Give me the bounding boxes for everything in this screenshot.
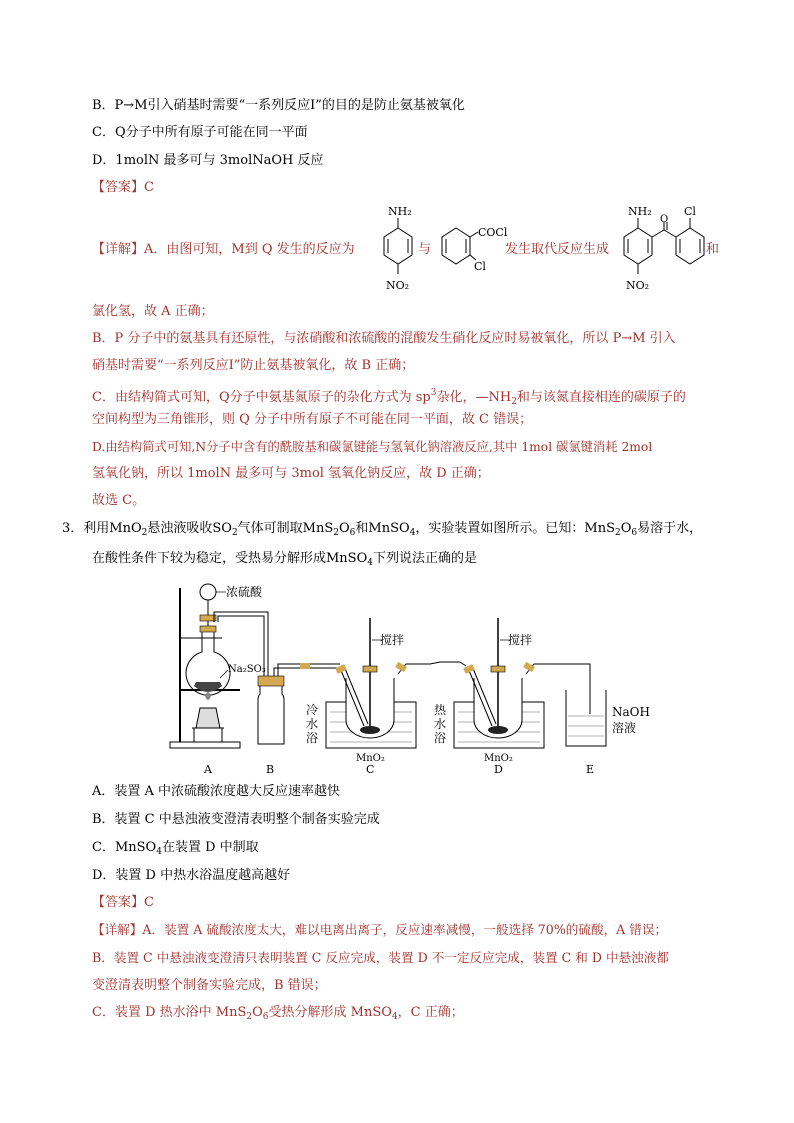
q3-s1b: 悬浊液吸收SO [147,521,232,536]
option-d: D．1molN 最多可与 3molNaOH 反应 [92,153,324,168]
q3-s1b-sub: 2 [231,528,238,538]
q3-option-c [92,839,259,861]
cold-2: 水 [306,717,319,731]
option-b: B．P→M引入硝基时需要“一系列反应Ⅰ”的目的是防止氨基被氧化 [92,98,465,113]
q3-s1c-sub2: 6 [349,528,356,538]
q3-oc-pre: C．MnSO [92,840,157,855]
detail-a-mid: 发生取代反应生成 [505,242,610,257]
cocl-label: COCl [478,226,508,239]
answer-line [92,179,154,197]
q3-s1d: 和MnSO [355,521,410,536]
q3-detail-a-text: A．装置 A 硫酸浓度太大，难以电离出离子，反应速率减慢，一般选择 70%的硫酸，A 错误； [142,922,668,937]
product-cl: Cl [684,205,696,218]
q3-s1f: 易溶于水， [637,521,703,536]
detail-a-text: A．由图可知，M到 Q 发生的反应为 [144,242,355,257]
q3-dc-pre: C．装置 D 热水浴中 MnS [92,1005,247,1020]
label-c: C [366,763,375,776]
answer-label: 【答案】 [92,180,145,195]
c1-mid: 杂化，—NH [436,390,512,405]
q3-dc-end: ，C 正确； [397,1005,464,1020]
detail-c-line2: 空间构型为三角锥形，则 Q 分子中所有原子不可能在同一平面，故 C 错误； [92,412,533,427]
q3-s2b: 下列说法正确的是 [372,551,477,566]
detail-c-line1 [92,384,686,411]
label-naoh: NaOH [612,705,650,719]
q3-s1d-sub: 4 [409,528,416,538]
cl-label: Cl [474,260,486,273]
q3-s1a: 利用MnO [83,521,142,536]
q3-detail-a [92,921,667,939]
detail-b-line1: B．P 分子中的氨基具有还原性，与浓硝酸和浓硫酸的混酸发生硝化反应时易被氧化，所以 P→M 引入 [92,331,676,346]
label-solution: 溶液 [612,721,637,735]
answer-value: C [144,180,154,195]
cold-1: 冷 [306,703,319,717]
label-conc-acid: 浓硫酸 [226,585,263,599]
label-na2so3: Na₂SO₃ [228,664,266,675]
nh2-label: NH₂ [388,205,412,218]
detail-d-line2: 氢氧化钠，所以 1molN 最多可与 3mol 氢氧化钠反应，故 D 正确； [92,466,490,481]
q3-detail-b1: B．装置 C 中悬浊液变澄清只表明装置 C 反应完成，装置 D 不一定反应完成，装置 C 和 D 中悬浊液都 [92,950,669,965]
structure-chlorobenzoyl-chloride [434,218,514,278]
label-e: E [586,763,595,776]
label-stir-c: 搅拌 [380,633,405,647]
q3-dc-sub2: 6 [262,1012,269,1022]
mno2-c: MnO₂ [356,753,385,764]
no2-label: NO₂ [386,279,410,292]
q3-s1e-sub2: 6 [631,528,638,538]
q3-oc-sub: 4 [156,847,162,857]
q3-dc-mid2: 受热分解形成 MnSO [268,1005,392,1020]
q3-dc-sub1: 2 [246,1012,253,1022]
c1-sup: 3 [430,388,437,398]
q3-s2a: 在酸性条件下较为稳定，受热易分解形成MnSO [92,551,368,566]
q3-s1c-mid: O [339,521,350,536]
hot-1: 热 [434,703,447,717]
apparatus-a [170,584,268,748]
label-b: B [266,763,275,776]
q3-answer [92,894,154,912]
product-o: O [660,214,669,225]
apparatus-d [434,618,590,764]
detail-d-line1: D.由结构简式可知,N分子中含有的酰胺基和碳氯键能与氢氧化钠溶液反应,其中 1mol 碳氯键消耗 2mol [92,440,653,454]
q3-detail-c [92,1004,464,1026]
detail-a-end: 和 [706,242,720,257]
detail-a-line2: 氯化氢，故 A 正确； [92,304,214,319]
detail-label: 【详解】 [92,242,145,257]
cold-3: 浴 [306,731,319,745]
c1-sub: 2 [511,397,517,407]
q3-option-a: A．装置 A 中浓硫酸浓度越大反应速率越快 [92,784,341,799]
hot-2: 水 [434,717,447,731]
q3-s1e: ，实验装置如图所示。已知：MnS [415,521,615,536]
product-nh2: NH₂ [628,205,652,218]
apparatus-diagram [160,578,680,778]
mno2-d: MnO₂ [484,753,513,764]
c1-pre: C．由结构简式可知，Q分子中氨基氮原子的杂化方式为 sp [92,390,431,405]
hot-3: 浴 [434,731,447,745]
q3-detail-label: 【详解】 [92,922,143,937]
q3-stem-line1 [62,520,702,542]
product-no2: NO₂ [626,279,650,292]
detail-a-pre [92,241,355,259]
q3-answer-label: 【答案】 [92,895,145,910]
q3-num: 3． [62,521,84,536]
q3-s1c: 气体可制取MnS [237,521,334,536]
q3-s2a-sub: 4 [367,558,373,568]
q3-stem-line2 [92,550,477,572]
q3-s1c-sub1: 2 [333,528,339,538]
q3-s1a-sub: 2 [141,528,148,538]
q3-option-b: B．装置 C 中悬浊液变澄清表明整个制备实验完成 [92,812,380,827]
q3-dc-mid: O [252,1005,263,1020]
q3-answer-value: C [144,895,154,910]
q3-dc-sub3: 4 [391,1012,398,1022]
c1-end: 和与该氮直接相连的碳原子的 [516,390,686,405]
detail-conclusion: 故选 C。 [92,493,146,508]
q3-s1e-mid: O [620,521,632,536]
label-a: A [204,763,212,776]
label-stir-d: 搅拌 [508,633,533,647]
apparatus-e [566,690,650,746]
detail-b-line2: 硝基时需要“一系列反应Ⅰ”防止氨基被氧化，故 B 正确； [92,358,415,373]
q3-oc-post: 在装置 D 中制取 [161,840,259,855]
q3-detail-b2: 变澄清表明整个制备实验完成，B 错误； [92,978,327,993]
detail-a-and: 与 [418,242,432,257]
q3-s1e-sub1: 2 [614,528,621,538]
option-c: C．Q分子中所有原子可能在同一平面 [92,125,308,140]
label-d: D [494,763,503,776]
q3-option-d: D．装置 D 中热水浴温度越高越好 [92,868,291,883]
